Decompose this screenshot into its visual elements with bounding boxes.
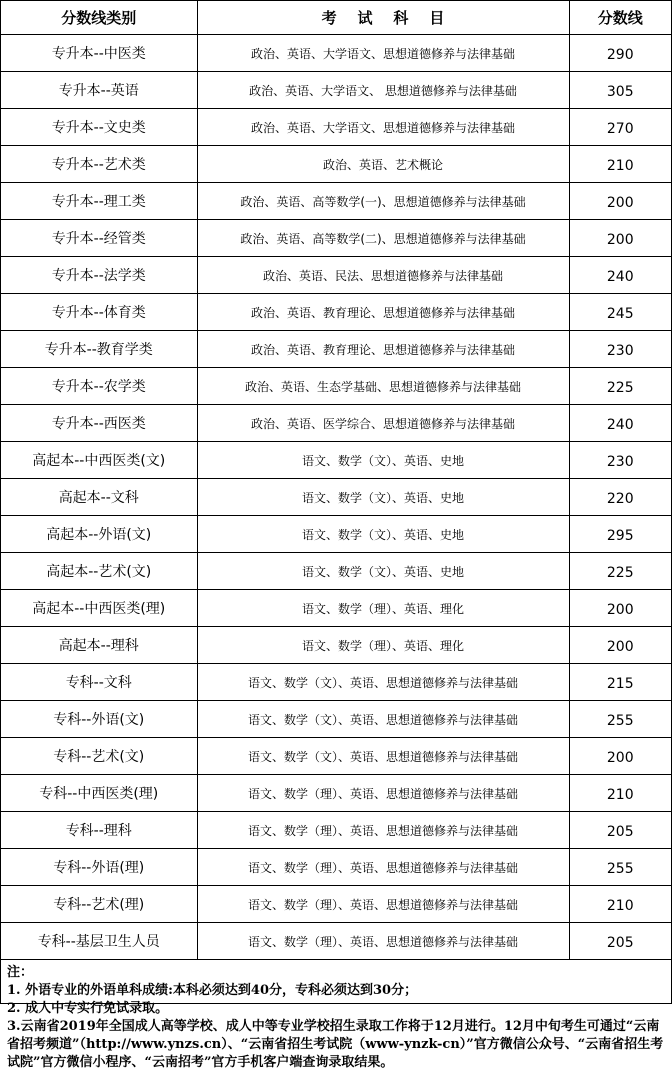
- score-cell: 240: [569, 405, 671, 442]
- header-subjects: 考 试 科 目: [197, 1, 569, 35]
- category-cell: 专科--艺术(理): [1, 886, 197, 923]
- header-score: 分数线: [569, 1, 671, 35]
- category-cell: 专科--外语(文): [1, 701, 197, 738]
- subjects-cell: 语文、数学（文）、英语、思想道德修养与法律基础: [197, 701, 569, 738]
- subjects-cell: 政治、英语、生态学基础、思想道德修养与法律基础: [197, 368, 569, 405]
- table-row: [1, 442, 671, 479]
- note-item-3: 3.云南省2019年全国成人高等学校、成人中等专业学校招生录取工作将于12月进行。12月中旬考生可通过“云南省招考频道”（http://www.ynzs.cn）、“云南省招生考试院（www-ynzk-cn）”官方微信公众号、“云南省招生考试院”官方微信小程序、“云南招考”官方手机客户端查询录取结果。: [7, 1019, 664, 1070]
- table-row: [1, 72, 671, 109]
- subjects-cell: 语文、数学（文）、英语、史地: [197, 553, 569, 590]
- score-cell: 295: [569, 516, 671, 553]
- notes-heading: 注：: [7, 965, 34, 980]
- score-cell: 210: [569, 146, 671, 183]
- score-cell: 200: [569, 220, 671, 257]
- score-cell: 230: [569, 331, 671, 368]
- table-row: [1, 405, 671, 442]
- table-row: [1, 220, 671, 257]
- subjects-cell: 语文、数学（文）、英语、史地: [197, 442, 569, 479]
- score-cell: 225: [569, 368, 671, 405]
- table-row: [1, 849, 671, 886]
- category-cell: 专升本--经管类: [1, 220, 197, 257]
- score-cell: 200: [569, 183, 671, 220]
- category-cell: 专升本--教育学类: [1, 331, 197, 368]
- table-row: [1, 183, 671, 220]
- table-row: [1, 294, 671, 331]
- score-cell: 200: [569, 738, 671, 775]
- category-cell: 专升本--农学类: [1, 368, 197, 405]
- subjects-cell: 政治、英语、大学语文、思想道德修养与法律基础: [197, 35, 569, 72]
- table-row: [1, 812, 671, 849]
- table-row: [1, 109, 671, 146]
- subjects-cell: 政治、英语、高等数学(二)、思想道德修养与法律基础: [197, 220, 569, 257]
- category-cell: 专科--中西医类(理): [1, 775, 197, 812]
- subjects-cell: 语文、数学（文）、英语、史地: [197, 479, 569, 516]
- score-cell: 205: [569, 923, 671, 960]
- score-cell: 230: [569, 442, 671, 479]
- category-cell: 高起本--外语(文): [1, 516, 197, 553]
- category-cell: 高起本--中西医类(文): [1, 442, 197, 479]
- note-item-1: 1. 外语专业的外语单科成绩:本科必须达到40分，专科必须达到30分；: [7, 983, 418, 998]
- table-row: [1, 775, 671, 812]
- category-cell: 专科--艺术(文): [1, 738, 197, 775]
- subjects-cell: 政治、英语、教育理论、思想道德修养与法律基础: [197, 331, 569, 368]
- category-cell: 专升本--西医类: [1, 405, 197, 442]
- subjects-cell: 语文、数学（理）、英语、思想道德修养与法律基础: [197, 886, 569, 923]
- score-cell: 305: [569, 72, 671, 109]
- table-row: [1, 368, 671, 405]
- subjects-cell: 语文、数学（理）、英语、理化: [197, 627, 569, 664]
- subjects-cell: 语文、数学（文）、英语、思想道德修养与法律基础: [197, 738, 569, 775]
- category-cell: 专升本--艺术类: [1, 146, 197, 183]
- subjects-cell: 语文、数学（理）、英语、思想道德修养与法律基础: [197, 812, 569, 849]
- subjects-cell: 政治、英语、医学综合、思想道德修养与法律基础: [197, 405, 569, 442]
- score-cell: 240: [569, 257, 671, 294]
- subjects-cell: 政治、英语、民法、思想道德修养与法律基础: [197, 257, 569, 294]
- note-item-2: 2. 成人中专实行免试录取。: [7, 1001, 169, 1016]
- table-row: [1, 664, 671, 701]
- table-row: [1, 886, 671, 923]
- table-header-row: [1, 1, 671, 35]
- category-cell: 专科--外语(理): [1, 849, 197, 886]
- category-cell: 高起本--文科: [1, 479, 197, 516]
- subjects-cell: 语文、数学（文）、英语、思想道德修养与法律基础: [197, 664, 569, 701]
- score-cell: 245: [569, 294, 671, 331]
- category-cell: 专升本--体育类: [1, 294, 197, 331]
- header-category: 分数线类别: [1, 1, 197, 35]
- category-cell: 专科--理科: [1, 812, 197, 849]
- score-cell: 200: [569, 627, 671, 664]
- score-cell: 215: [569, 664, 671, 701]
- score-cell: 225: [569, 553, 671, 590]
- category-cell: 专升本--文史类: [1, 109, 197, 146]
- subjects-cell: 语文、数学（理）、英语、理化: [197, 590, 569, 627]
- category-cell: 专升本--理工类: [1, 183, 197, 220]
- table-row: [1, 553, 671, 590]
- score-cell: 270: [569, 109, 671, 146]
- category-cell: 高起本--艺术(文): [1, 553, 197, 590]
- notes-section: [1, 960, 671, 1072]
- score-cell: 255: [569, 849, 671, 886]
- subjects-cell: 语文、数学（理）、英语、思想道德修养与法律基础: [197, 849, 569, 886]
- table-body: [1, 35, 671, 960]
- score-cell: 220: [569, 479, 671, 516]
- score-cell: 255: [569, 701, 671, 738]
- table-row: [1, 701, 671, 738]
- score-table: [1, 1, 671, 960]
- table-row: [1, 35, 671, 72]
- category-cell: 高起本--中西医类(理): [1, 590, 197, 627]
- table-row: [1, 923, 671, 960]
- subjects-cell: 政治、英语、大学语文、思想道德修养与法律基础: [197, 109, 569, 146]
- table-row: [1, 738, 671, 775]
- category-cell: 专升本--中医类: [1, 35, 197, 72]
- table-row: [1, 479, 671, 516]
- table-row: [1, 590, 671, 627]
- score-cell: 210: [569, 775, 671, 812]
- score-cell: 205: [569, 812, 671, 849]
- table-row: [1, 331, 671, 368]
- subjects-cell: 语文、数学（文）、英语、史地: [197, 516, 569, 553]
- subjects-cell: 政治、英语、高等数学(一)、思想道德修养与法律基础: [197, 183, 569, 220]
- subjects-cell: 政治、英语、艺术概论: [197, 146, 569, 183]
- subjects-cell: 语文、数学（理）、英语、思想道德修养与法律基础: [197, 923, 569, 960]
- table-row: [1, 257, 671, 294]
- category-cell: 专升本--英语: [1, 72, 197, 109]
- category-cell: 专科--文科: [1, 664, 197, 701]
- table-row: [1, 516, 671, 553]
- category-cell: 专科--基层卫生人员: [1, 923, 197, 960]
- score-cell: 200: [569, 590, 671, 627]
- subjects-cell: 语文、数学（理）、英语、思想道德修养与法律基础: [197, 775, 569, 812]
- score-cell: 290: [569, 35, 671, 72]
- table-row: [1, 146, 671, 183]
- category-cell: 高起本--理科: [1, 627, 197, 664]
- category-cell: 专升本--法学类: [1, 257, 197, 294]
- table-row: [1, 627, 671, 664]
- score-cell: 210: [569, 886, 671, 923]
- subjects-cell: 政治、英语、大学语文、 思想道德修养与法律基础: [197, 72, 569, 109]
- subjects-cell: 政治、英语、教育理论、思想道德修养与法律基础: [197, 294, 569, 331]
